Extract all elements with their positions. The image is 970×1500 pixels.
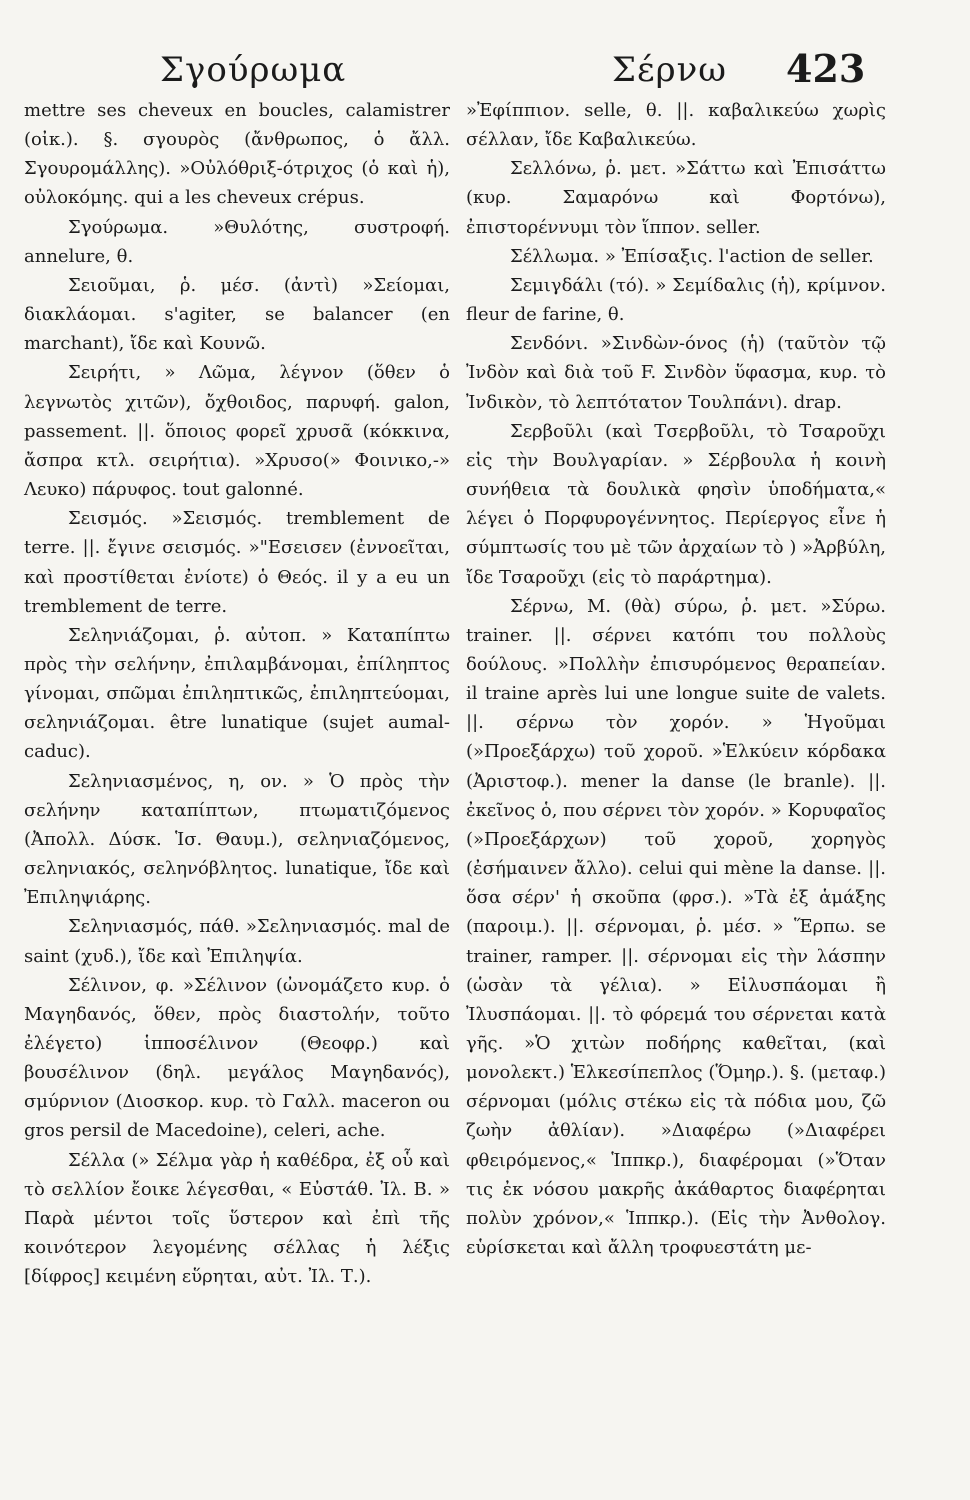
entry-sella: Σέλλα (» Σέλμα γὰρ ἡ καθέδρα, ἐξ οὗ καὶ τὸ σελλίον ἔοικε λέγεσθαι, « Εὐστάθ. Ἰλ. Β. » Παρὰ μέντοι τοῖς ὕστερον καὶ ἐπὶ τῆς κοινότερον λεγομένης σέλλας ἡ λέξις [δίφρος] κειμένη εὕρηται, αὐτ. Ἰλ. Τ.). — [24, 1149, 450, 1288]
entry-continuation: mettre ses cheveux en boucles, calamistrer (οἰκ.). §. σγουρὸς (ἄνθρωπος, ὁ ἄλλ. Σγουρομάλλης). »Οὐλόθριξ-ότριχος (ὁ καὶ ἡ), οὐλοκόμης. qui a les cheveux crépus. — [24, 100, 450, 209]
entry-selêniasmos: Σεληνιασμός, πάθ. »Σεληνιασμός. mal de saint (χυδ.), ἴδε καὶ Ἐπιληψία. — [24, 916, 450, 967]
entry-servouli: Σερβοῦλι (καὶ Τσερβοῦλι, τὸ Τσαροῦχι εἰς τὴν Βουλγαρίαν. » Σέρβουλα ἡ κοινὴ συνήθεια τὰ δουλικὰ φησὶν ὑποδήματα,« λέγει ὁ Πορφυρογέννητος. Περίεργος εἶνε ἡ σύμπτωσίς του μὲ τῶν ἀρχαίων τὸ ) »Ἀρβύλη, ἴδε Τσαρoῦχι (εἰς τὸ παράρτημα). — [466, 420, 886, 588]
entry-semigdali: Σεμιγδάλι (τό). » Σεμίδαλις (ἡ), κρίμνον. fleur de farine, θ. — [466, 274, 886, 326]
entry-selêniasmenos: Σεληνιασμένος, η, ον. » Ὁ πρὸς τὴν σελήνην καταπίπτων, πτωματιζόμενος (Ἀπολλ. Δύσκ. Ἱσ. Θαυμ.), σεληνιαζόμενος, σεληνιακός, σεληνόβλητος. lunatique, ἴδε καὶ Ἐπιληψιάρης. — [24, 770, 450, 909]
entry-seioumai: Σειοῦμαι, ῥ. μέσ. (ἀντὶ) »Σείομαι, διακλάομαι. s'agiter, se balancer (en marchant), ἴδε καὶ Κουνῶ. — [24, 274, 450, 355]
entry-selinon: Σέλινον, φ. »Σέλινον (ὠνομάζετο κυρ. ὁ Μαγηδανός, ὅθεν, πρὸς διαστολήν, τοῦτο ἐλέγετο) ἱπποσέλινον (Θεοφρ.) καὶ βουσέλινον (δηλ. μεγάλος Μαγηδανός), σμύρνιον (Διοσκορ. κυρ. τὸ Γαλλ. maceron ou gros persil de Macedoine), celeri, ache. — [24, 974, 450, 1142]
entry-selêniazomai: Σεληνιάζομαι, ῥ. αὐτοπ. » Καταπίπτω πρὸς τὴν σελήνην, ἐπιλαμβάνομαι, ἐπίληπτος γίνομαι, σπῶμαι ἐπιληπτικῶς, ἐπιληπτεύομαι, σεληνιάζομαι. être lunatique (sujet aumal-caduc). — [24, 624, 450, 763]
page-header — [0, 42, 970, 92]
entry-selloma: Σέλλωμα. » Ἐπίσαξις. l'action de seller. — [510, 245, 874, 267]
entry-seiriti: Σειρήτι, » Λῶμα, λέγνον (ὅθεν ὁ λεγνωτὸς χιτῶν), ὄχθοιδος, παρυφή. galon, passement. ||. ὅποιος φορεῖ χρυσᾶ (κόκκινα, ἄσπρα κτλ. σειρήτια). »Χρυσο(» Φοινικο,-» Λευκο) πάρυφος. tout galonné. — [24, 362, 450, 501]
entry-continuation: »Ἐφίππιον. selle, θ. ||. καβαλικεύω χωρὶς σέλλαν, ἴδε Καβαλικεύω. — [466, 100, 886, 151]
entry-sellono: Σελλόνω, ῥ. μετ. »Σάττω καὶ Ἐπισάττω (κυρ. Σαμαρόνω καὶ Φορτόνω), ἐπιστορέννυμι τὸν ἵππον. seller. — [466, 158, 886, 238]
entry-seismos: Σεισμός. »Σεισμός. tremblement de terre. ||. ἔγινε σεισμός. »"Εσεισεν (ἐννοεῖται, καὶ προστίθεται ἐνίοτε) ὁ Θεός. il y a eu un tremblement de terre. — [24, 508, 450, 617]
page-number: 423 — [786, 46, 866, 91]
entry-sgouroma: Σγούρωμα. »Θυλότης, συστροφή. annelure, θ. — [24, 216, 450, 267]
entry-serno: Σέρνω, Μ. (θὰ) σύρω, ῥ. μετ. »Σύρω. trainer. ||. σέρνει κατόπι του πολλοὺς δούλους. »Πολλὴν ἐπισυρόμενος θεραπείαν. il traine après lui une longue suite de valets. ||. σέρνω τὸν χορόν. » Ἡγοῦμαι (»Προεξάρχω) τοῦ χοροῦ. »Ἑλκύειν κόρδακα (Ἀριστοφ.). mener la danse (le branle). ||. ἐκεῖνος ὁ, που σέρνει τὸν χορόν. » Κορυφαῖος (»Προεξάρχων) τοῦ χοροῦ, χορηγὸς (ἐσήμαινεν ἄλλο). celui qui mène la danse. ||. ὅσα σέρν' ἡ σκοῦπα (φρσ.). »Τὰ ἐξ ἁμάξης (παροιμ.). ||. σέρνομαι, ῥ. μέσ. » Ἕρπω. se trainer, ramper. ||. σέρνομαι εἰς τὴν λάσπην (ὡσὰν τὰ γέλια). » Εἰλυσπάομαι ἢ Ἰλυσπάομαι. ||. τὸ φόρεμά του σέρνεται κατὰ γῆς. »Ὁ χιτὼν ποδήρης καθεῖται, (καὶ μονολεκτ.) Ἑλκεσίπεπλος (Ὅμηρ.). §. (μεταφ.) σέρνομαι (μόλις στέκω εἰς τὰ πόδια μου, ζῶ ζωὴν ἀθλίαν). »Διαφέρω (»Διαφέρει φθειρόμενος,« Ἱππκρ.), διαφέρομαι (»Ὅταν τις ἐκ νόσου μακρῆς ἀκάθαρτος διαφέρηται πολὺν χρόνον,« Ἱππκρ.). (Εἰς τὴν Ἀνθολογ. εὑρίσκεται καὶ ἄλλη τροφυεστάτη με- — [466, 595, 887, 1259]
left-column — [24, 96, 450, 1291]
left-running-headword: Σγούρωμα — [160, 50, 347, 90]
right-column — [466, 96, 886, 1262]
right-running-headword: Σέρνω — [612, 50, 728, 90]
entry-sendoni: Σενδόνι. »Σινδὼν-όνος (ἡ) (ταῦτὸν τῷ Ἰνδὸν καὶ διὰ τοῦ F. Σινδὸν ὕφασμα, κυρ. τὸ Ἰνδικὸν, τὸ λεπτότατον Τουλπάνι). drap. — [466, 333, 886, 413]
